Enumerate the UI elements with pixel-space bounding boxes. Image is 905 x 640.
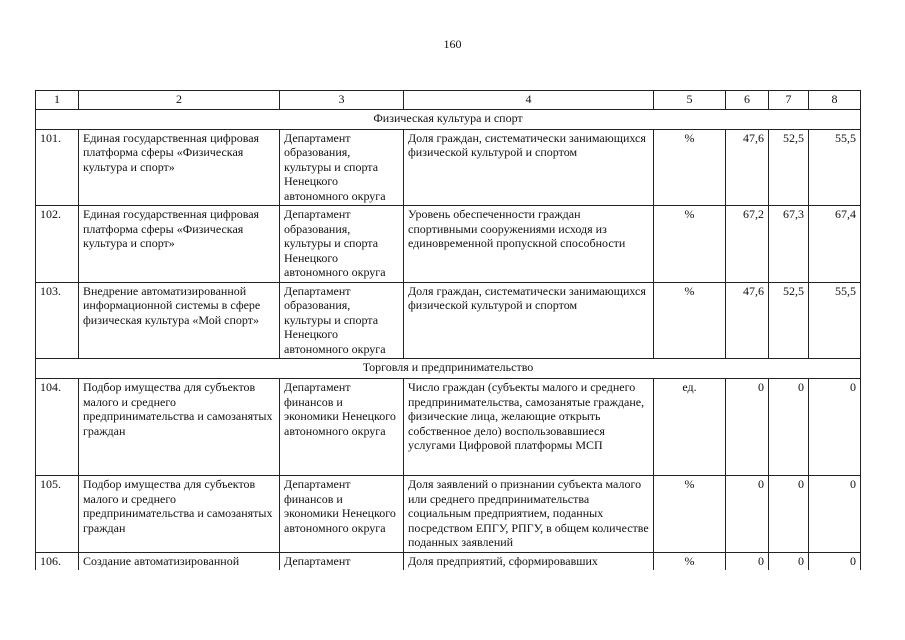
value-col6: 67,2 (726, 206, 769, 283)
department-cell: Департамент финансов и экономики Ненецкого автономного округа (280, 379, 404, 476)
header-cell: 4 (404, 91, 654, 110)
header-cell: 8 (809, 91, 861, 110)
header-cell: 7 (769, 91, 809, 110)
table-row (36, 379, 861, 476)
department-cell: Департамент (280, 552, 404, 570)
project-cell: Подбор имущества для субъектов малого и среднего предпринимательства и самозанятых граждан (79, 476, 280, 553)
header-cell: 2 (79, 91, 280, 110)
row-number: 104. (36, 379, 79, 476)
project-cell: Внедрение автоматизированной информационной системы в сфере физическая культура «Мой спорт» (79, 282, 280, 359)
value-col7: 52,5 (769, 282, 809, 359)
project-cell: Единая государственная цифровая платформа сферы «Физическая культура и спорт» (79, 206, 280, 283)
unit-cell: ед. (654, 379, 726, 476)
value-col7: 0 (769, 476, 809, 553)
unit-cell: % (654, 206, 726, 283)
header-cell: 3 (280, 91, 404, 110)
value-col8: 0 (809, 476, 861, 553)
value-col8: 0 (809, 552, 861, 570)
value-col6: 0 (726, 476, 769, 553)
value-col6: 0 (726, 552, 769, 570)
section-heading-row (36, 109, 861, 129)
department-cell: Департамент финансов и экономики Ненецкого автономного округа (280, 476, 404, 553)
unit-cell: % (654, 282, 726, 359)
row-number: 102. (36, 206, 79, 283)
indicator-cell: Доля граждан, систематически занимающихся физической культурой и спортом (404, 129, 654, 206)
value-col8: 67,4 (809, 206, 861, 283)
table-row (36, 129, 861, 206)
indicator-cell: Уровень обеспеченности граждан спортивными сооружениями исходя из единовременной пропускной способности (404, 206, 654, 283)
row-number: 101. (36, 129, 79, 206)
unit-cell: % (654, 476, 726, 553)
section-title: Торговля и предпринимательство (36, 359, 861, 379)
value-col7: 67,3 (769, 206, 809, 283)
header-cell: 6 (726, 91, 769, 110)
table-row (36, 476, 861, 553)
header-cell: 5 (654, 91, 726, 110)
value-col7: 0 (769, 552, 809, 570)
unit-cell: % (654, 552, 726, 570)
section-heading-row (36, 359, 861, 379)
value-col6: 47,6 (726, 282, 769, 359)
table-row (36, 282, 861, 359)
page-number: 160 (443, 37, 462, 51)
value-col8: 0 (809, 379, 861, 476)
value-col8: 55,5 (809, 282, 861, 359)
department-cell: Департамент образования, культуры и спорта Ненецкого автономного округа (280, 129, 404, 206)
row-number: 106. (36, 552, 79, 570)
project-cell: Подбор имущества для субъектов малого и среднего предпринимательства и самозанятых граждан (79, 379, 280, 476)
indicator-cell: Доля граждан, систематически занимающихся физической культурой и спортом (404, 282, 654, 359)
value-col6: 47,6 (726, 129, 769, 206)
value-col7: 0 (769, 379, 809, 476)
value-col6: 0 (726, 379, 769, 476)
table-header-row (36, 91, 861, 110)
header-cell: 1 (36, 91, 79, 110)
row-number: 105. (36, 476, 79, 553)
unit-cell: % (654, 129, 726, 206)
section-title: Физическая культура и спорт (36, 109, 861, 129)
value-col8: 55,5 (809, 129, 861, 206)
value-col7: 52,5 (769, 129, 809, 206)
row-number: 103. (36, 282, 79, 359)
project-cell: Единая государственная цифровая платформа сферы «Физическая культура и спорт» (79, 129, 280, 206)
department-cell: Департамент образования, культуры и спорта Ненецкого автономного округа (280, 206, 404, 283)
indicators-table (35, 90, 861, 570)
indicator-cell: Доля предприятий, сформировавших (404, 552, 654, 570)
department-cell: Департамент образования, культуры и спорта Ненецкого автономного округа (280, 282, 404, 359)
project-cell: Создание автоматизированной (79, 552, 280, 570)
table-row (36, 552, 861, 570)
indicator-cell: Доля заявлений о признании субъекта малого или среднего предпринимательства социальным предприятием, поданных посредством ЕПГУ, РПГУ, в общем количестве поданных заявлений (404, 476, 654, 553)
indicator-cell: Число граждан (субъекты малого и среднего предпринимательства, самозанятые граждане, физические лица, желающие открыть собственное дело) воспользовавшиеся услугами Цифровой платформы МСП (404, 379, 654, 476)
table-row (36, 206, 861, 283)
